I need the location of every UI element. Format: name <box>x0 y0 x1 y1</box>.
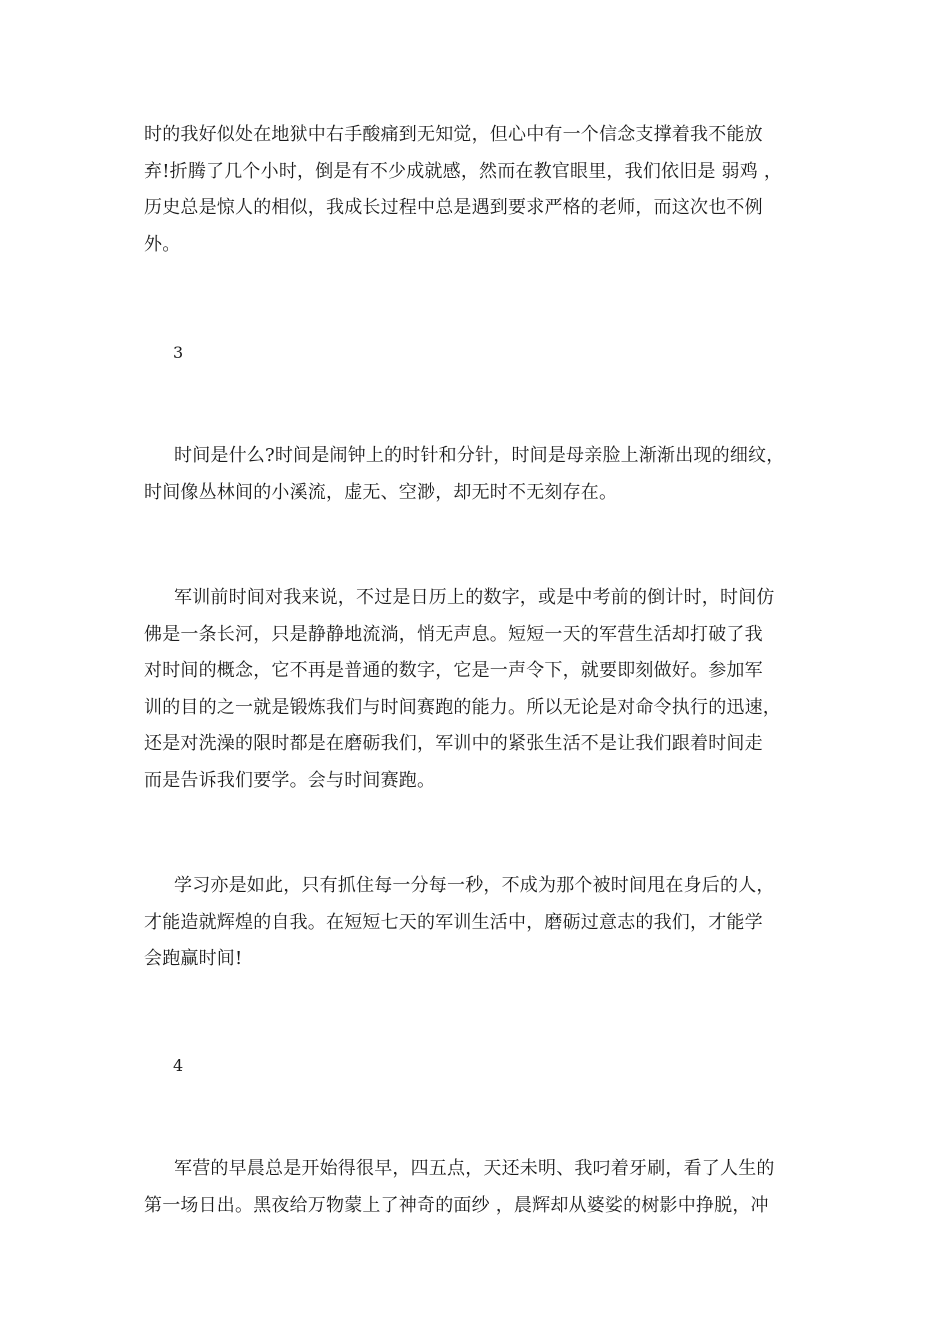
paragraph-1 <box>144 117 814 263</box>
paragraph-4 <box>144 868 814 978</box>
paragraph-line: 才能造就辉煌的自我。在短短七天的军训生活中，磨砺过意志的我们，才能学 <box>144 911 763 933</box>
paragraph-line: 会跑赢时间! <box>144 948 243 969</box>
paragraph-line: 对时间的概念，它不再是普通的数字，它是一声令下，就要即刻做好。参加军 <box>144 660 763 681</box>
paragraph-line: 军营的早晨总是开始得很早，四五点，天还未明、我叼着牙刷，看了人生的 <box>174 1158 775 1179</box>
paragraph-line: 时间是什么?时间是闹钟上的时针和分针，时间是母亲脸上渐渐出现的细纹， <box>174 445 785 466</box>
paragraph-line: 历史总是惊人的相似，我成长过程中总是遇到要求严格的老师，而这次也不例 <box>144 197 763 218</box>
paragraph-line: 第一场日出。黑夜给万物蒙上了神奇的面纱 ，晨辉却从婆娑的树影中挣脱，冲 <box>144 1194 769 1216</box>
paragraph-5 <box>144 1151 814 1224</box>
paragraph-2 <box>144 438 814 511</box>
paragraph-line: 佛是一条长河，只是静静地流淌，悄无声息。短短一天的军营生活却打破了我 <box>144 623 763 645</box>
paragraph-line: 训的目的之一就是锻炼我们与时间赛跑的能力。所以无论是对命令执行的迅速， <box>144 696 781 718</box>
paragraph-line: 时间像丛林间的小溪流，虚无、空渺，却无时不无刻存在。 <box>144 481 618 503</box>
section-number-4: 4 <box>173 1056 184 1075</box>
paragraph-line: 弃!折腾了几个小时，倒是有不少成就感，然而在教官眼里，我们依旧是 弱鸡 ， <box>144 160 783 182</box>
paragraph-line: 而是告诉我们要学。会与时间赛跑。 <box>144 769 436 791</box>
paragraph-line: 外。 <box>144 233 181 255</box>
paragraph-line: 学习亦是如此，只有抓住每一分每一秒，不成为那个被时间甩在身后的人， <box>174 875 775 896</box>
paragraph-3 <box>144 580 814 799</box>
paragraph-line: 还是对洗澡的限时都是在磨砺我们，军训中的紧张生活不是让我们跟着时间走 <box>144 733 763 754</box>
paragraph-line: 军训前时间对我来说，不过是日历上的数字，或是中考前的倒计时，时间仿 <box>174 587 775 608</box>
paragraph-line: 时的我好似处在地狱中右手酸痛到无知觉，但心中有一个信念支撑着我不能放 <box>144 124 763 145</box>
section-number-3: 3 <box>173 343 184 362</box>
